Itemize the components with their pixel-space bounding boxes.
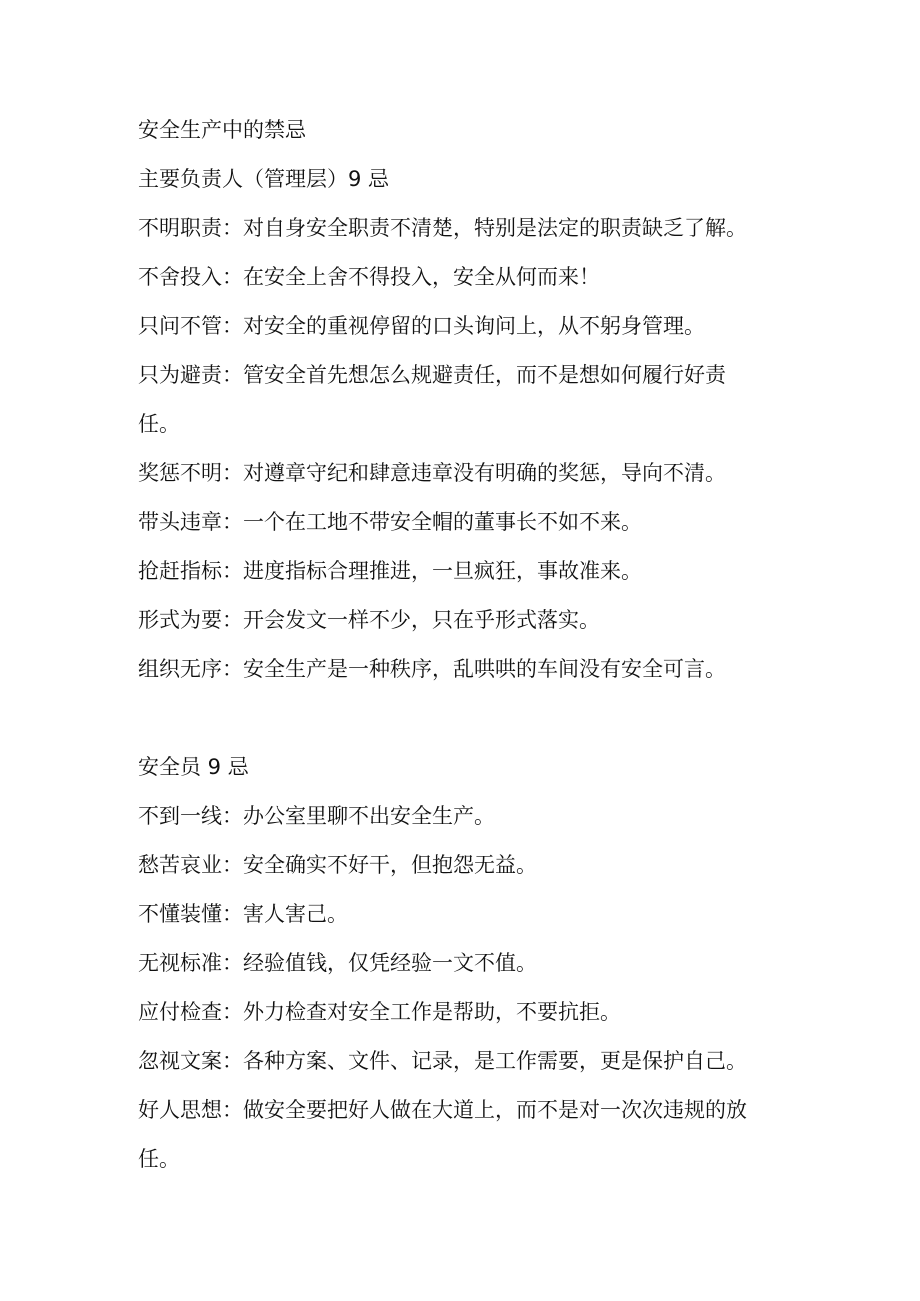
list-item: 无视标准：经验值钱，仅凭经验一文不值。 (138, 951, 537, 975)
list-item: 应付检查：外力检查对安全工作是帮助，不要抗拒。 (138, 1000, 621, 1024)
section-spacer (138, 694, 788, 743)
list-item: 忽视文案：各种方案、文件、记录，是工作需要，更是保护自己。 (138, 1049, 747, 1073)
list-item: 奖惩不明：对遵章守纪和肆意违章没有明确的奖惩，导向不清。 (138, 461, 726, 485)
document-body (138, 106, 788, 1184)
list-item-continuation: 任。 (138, 1147, 180, 1171)
list-item: 不到一线：办公室里聊不出安全生产。 (138, 804, 495, 828)
section-heading-management: 主要负责人（管理层）9 忌 (138, 167, 390, 191)
list-item: 愁苦哀业：安全确实不好干，但抱怨无益。 (138, 853, 537, 877)
list-item: 带头违章：一个在工地不带安全帽的董事长不如不来。 (138, 510, 642, 534)
list-item: 形式为要：开会发文一样不少，只在乎形式落实。 (138, 608, 600, 632)
section-heading-safety-officer: 安全员 9 忌 (138, 755, 249, 779)
list-item: 不明职责：对自身安全职责不清楚，特别是法定的职责缺乏了解。 (138, 216, 747, 240)
list-item: 不舍投入：在安全上舍不得投入，安全从何而来！ (138, 265, 600, 289)
list-item: 好人思想：做安全要把好人做在大道上，而不是对一次次违规的放 (138, 1098, 747, 1122)
list-item: 不懂装懂：害人害己。 (138, 902, 348, 926)
list-item: 只问不管：对安全的重视停留的口头询问上，从不躬身管理。 (138, 314, 705, 338)
list-item: 组织无序：安全生产是一种秩序，乱哄哄的车间没有安全可言。 (138, 657, 726, 681)
list-item: 只为避责：管安全首先想怎么规避责任，而不是想如何履行好责 (138, 363, 726, 387)
document-title: 安全生产中的禁忌 (138, 118, 306, 142)
list-item-continuation: 任。 (138, 412, 180, 436)
list-item: 抢赶指标：进度指标合理推进，一旦疯狂，事故准来。 (138, 559, 642, 583)
